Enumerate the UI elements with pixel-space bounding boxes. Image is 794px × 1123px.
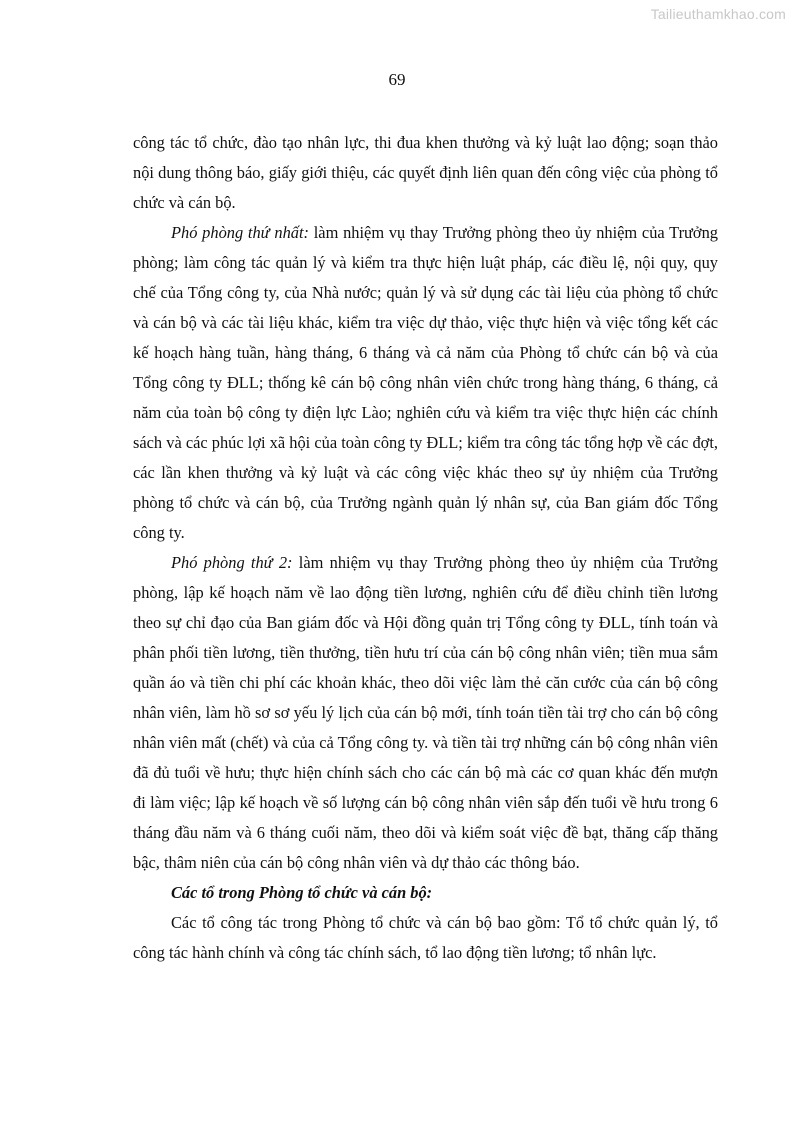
- second-deputy-label: Phó phòng thứ 2:: [171, 553, 293, 572]
- watermark: Tailieuthamkhao.com: [650, 6, 786, 22]
- paragraph-second-deputy: [133, 548, 718, 878]
- document-body: [133, 128, 718, 968]
- section-heading: Các tổ trong Phòng tổ chức và cán bộ:: [171, 883, 433, 902]
- page-number: 69: [388, 70, 406, 89]
- first-deputy-label: Phó phòng thứ nhất:: [171, 223, 309, 242]
- paragraph-first-deputy: [133, 218, 718, 548]
- paragraph-continuation: công tác tổ chức, đào tạo nhân lực, thi đua khen thưởng và kỷ luật lao động; soạn thảo nội dung thông báo, giấy giới thiệu, các quyết định liên quan đến công việc của phòng tổ chức và cán bộ.: [133, 133, 718, 212]
- second-deputy-duties: làm nhiệm vụ thay Trưởng phòng theo ủy nhiệm của Trưởng phòng, lập kế hoạch năm về lao động tiền lương, nghiên cứu để điều chỉnh tiền lương theo sự chỉ đạo của Ban giám đốc và Hội đồng quản trị Tổng công ty ĐLL, tính toán và phân phối tiền lương, tiền thưởng, tiền hưu trí của cán bộ công nhân viên; tiền mua sắm quần áo và tiền chi phí các khoản khác, theo dõi việc làm thẻ căn cước của cán bộ công nhân viên, làm hồ sơ sơ yếu lý lịch của cán bộ mới, tính toán tiền tài trợ cho cán bộ công nhân viên mất (chết) và của cả Tổng công ty. và tiền tài trợ những cán bộ công nhân viên đã đủ tuổi về hưu; thực hiện chính sách cho các cán bộ mà các cơ quan khác đến mượn đi làm việc; lập kế hoạch về số lượng cán bộ công nhân viên sắp đến tuổi về hưu trong 6 tháng đầu năm và 6 tháng cuối năm, theo dõi và kiểm soát việc đề bạt, thăng cấp thăng bậc, thâm niên của cán bộ công nhân viên và dự thảo các thông báo.: [133, 553, 718, 872]
- paragraph-teams: Các tổ công tác trong Phòng tổ chức và cán bộ bao gồm: Tổ tổ chức quản lý, tổ công tác hành chính và công tác chính sách, tổ lao động tiền lương; tổ nhân lực.: [133, 913, 718, 962]
- first-deputy-duties: làm nhiệm vụ thay Trưởng phòng theo ủy nhiệm của Trưởng phòng; làm công tác quản lý và kiểm tra thực hiện luật pháp, các điều lệ, nội quy, quy chế của Tổng công ty, của Nhà nước; quản lý và sử dụng các tài liệu của phòng tổ chức và cán bộ và các tài liệu khác, kiểm tra việc dự thảo, việc thực hiện và việc tổng kết các kế hoạch hàng tuần, hàng tháng, 6 tháng và cả năm của Phòng tổ chức cán bộ và của Tổng công ty ĐLL; thống kê cán bộ công nhân viên chức trong hàng tháng, 6 tháng, cả năm của toàn bộ công ty điện lực Lào; nghiên cứu và kiểm tra việc thực hiện các chính sách và các phúc lợi xã hội của toàn công ty ĐLL; kiểm tra công tác tổng hợp về các đợt, các lần khen thưởng và kỷ luật và các công việc khác theo sự ủy nhiệm của Trưởng phòng tổ chức và cán bộ, của Trưởng ngành quản lý nhân sự, của Ban giám đốc Tổng công ty.: [133, 223, 718, 542]
